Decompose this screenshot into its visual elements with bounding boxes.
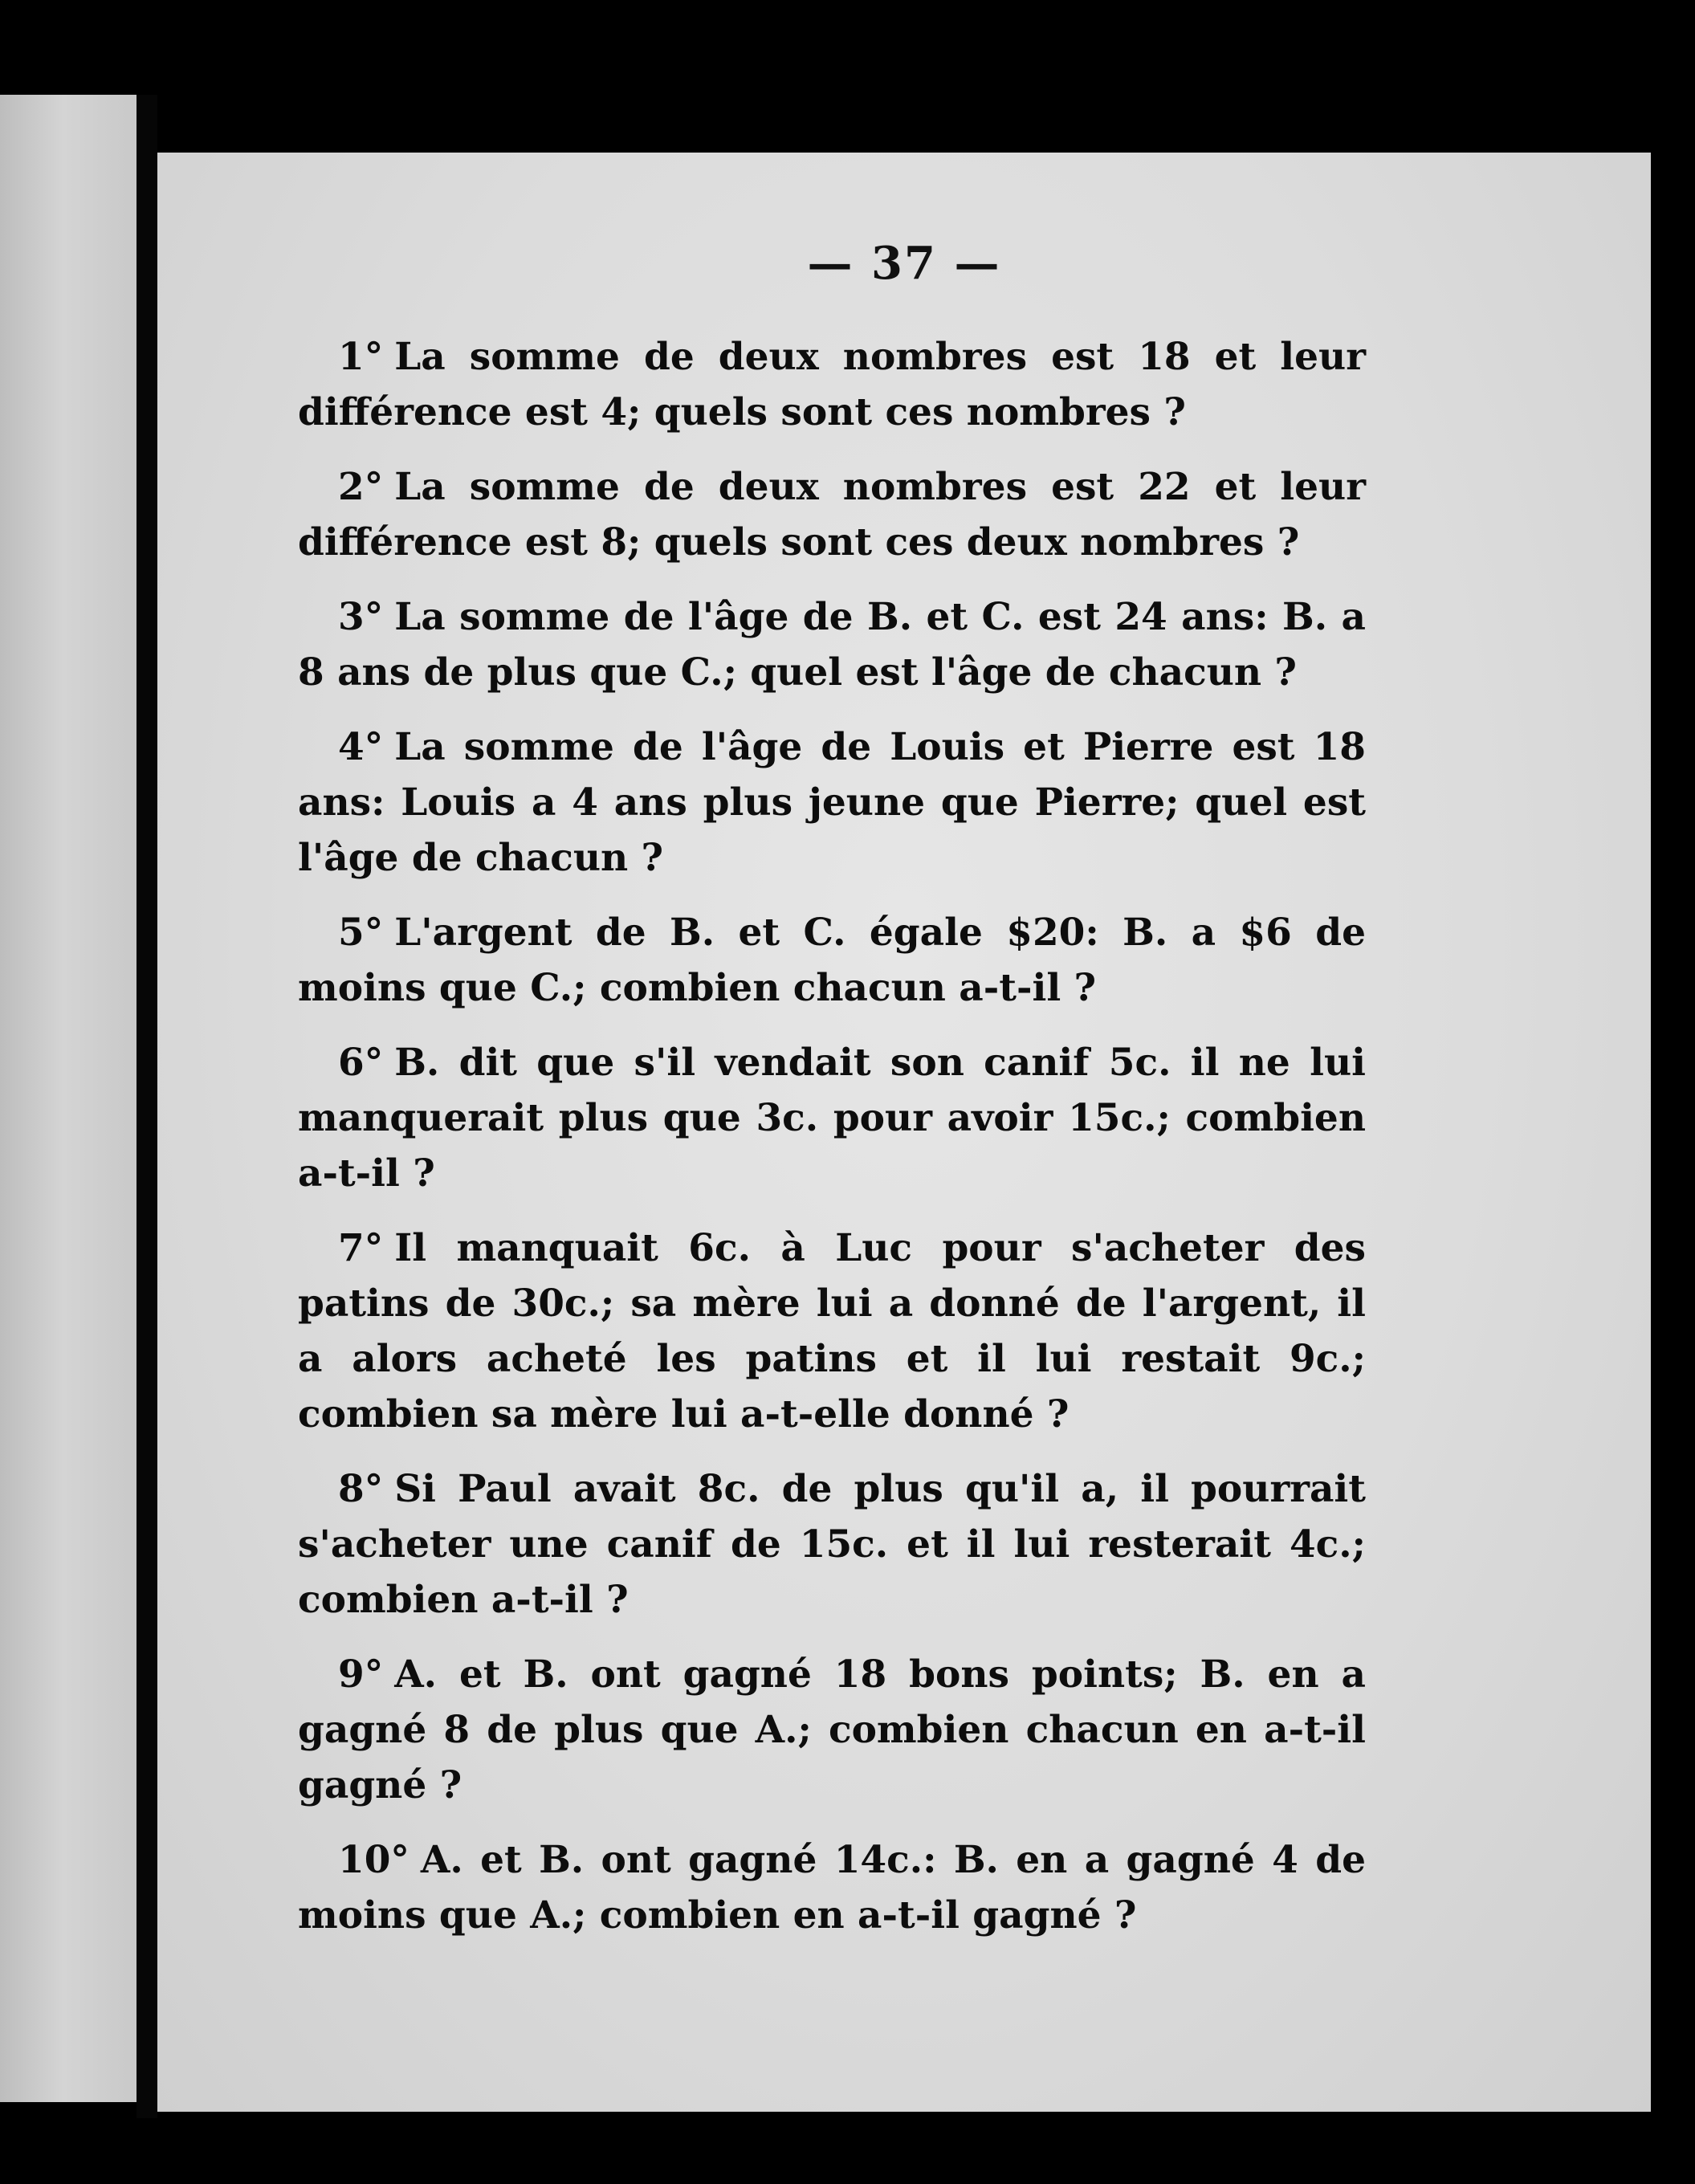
problem-text: L'argent de B. et C. égale $20: B. a $6 de moins que C.; combien chacun a-t-il ? bbox=[298, 911, 1366, 1010]
problem-number: 3° bbox=[338, 595, 384, 639]
problem-item bbox=[298, 1035, 1366, 1201]
problem-list bbox=[298, 329, 1366, 1962]
problem-number: 8° bbox=[338, 1467, 384, 1511]
problem-item bbox=[298, 1461, 1366, 1628]
problem-text: La somme de deux nombres est 18 et leur différence est 4; quels sont ces nombres ? bbox=[298, 335, 1366, 434]
problem-number: 5° bbox=[338, 911, 384, 955]
problem-item bbox=[298, 719, 1366, 886]
problem-item bbox=[298, 905, 1366, 1016]
book-spine bbox=[136, 95, 157, 2118]
problem-item bbox=[298, 1832, 1366, 1943]
problem-number: 4° bbox=[338, 725, 384, 769]
problem-text: A. et B. ont gagné 18 bons points; B. en a gagné 8 de plus que A.; combien chacun en a-t-il gagné ? bbox=[298, 1652, 1366, 1807]
problem-number: 7° bbox=[338, 1226, 384, 1270]
problem-item bbox=[298, 1220, 1366, 1442]
problem-text: Il manquait 6c. à Luc pour s'acheter des patins de 30c.; sa mère lui a donné de l'argent, il a alors acheté les patins et il lui restait 9c.; combien sa mère lui a-t-elle donné ? bbox=[298, 1226, 1366, 1436]
problem-number: 1° bbox=[338, 335, 384, 379]
problem-item bbox=[298, 459, 1366, 570]
problem-text: La somme de deux nombres est 22 et leur différence est 8; quels sont ces deux nombres ? bbox=[298, 465, 1366, 564]
problem-text: La somme de l'âge de B. et C. est 24 ans: B. a 8 ans de plus que C.; quel est l'âge de chacun ? bbox=[298, 595, 1366, 695]
problem-text: Si Paul avait 8c. de plus qu'il a, il pourrait s'acheter une canif de 15c. et il lui resterait 4c.; combien a-t-il ? bbox=[298, 1467, 1366, 1622]
problem-text: A. et B. ont gagné 14c.: B. en a gagné 4 de moins que A.; combien en a-t-il gagné ? bbox=[298, 1838, 1366, 1937]
problem-number: 10° bbox=[338, 1838, 409, 1882]
facing-page-edge bbox=[0, 95, 141, 2102]
book-page bbox=[157, 153, 1651, 2112]
problem-number: 9° bbox=[338, 1652, 384, 1697]
page-number: — 37 — bbox=[807, 237, 1001, 290]
problem-text: La somme de l'âge de Louis et Pierre est 18 ans: Louis a 4 ans plus jeune que Pierre; quel est l'âge de chacun ? bbox=[298, 725, 1366, 880]
problem-text: B. dit que s'il vendait son canif 5c. il ne lui manquerait plus que 3c. pour avoir 15c.; combien a-t-il ? bbox=[298, 1041, 1366, 1196]
problem-number: 6° bbox=[338, 1041, 384, 1085]
problem-number: 2° bbox=[338, 465, 384, 509]
problem-item bbox=[298, 329, 1366, 440]
problem-item bbox=[298, 1647, 1366, 1813]
problem-item bbox=[298, 589, 1366, 700]
